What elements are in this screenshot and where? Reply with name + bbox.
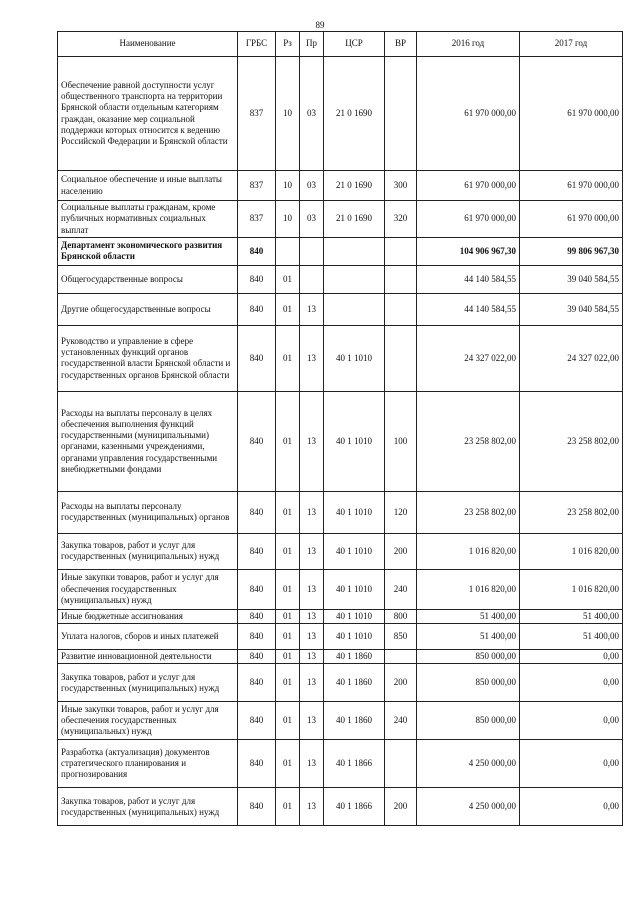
row-pr: 03	[300, 171, 324, 201]
row-amount-2017: 51 400,00	[520, 609, 623, 623]
row-amount-2016: 23 258 802,00	[417, 491, 520, 533]
col-header-csr: ЦСР	[324, 32, 385, 57]
row-name: Иные бюджетные ассигнования	[58, 609, 238, 623]
row-amount-2016: 24 327 022,00	[417, 325, 520, 391]
row-name: Общегосударственные вопросы	[58, 265, 238, 293]
row-name: Закупка товаров, работ и услуг для государственных (муниципальных) нужд	[58, 533, 238, 569]
row-rz: 01	[276, 325, 300, 391]
row-amount-2016: 850 000,00	[417, 664, 520, 702]
row-pr: 13	[300, 788, 324, 826]
row-grbs: 840	[238, 609, 276, 623]
row-rz: 10	[276, 201, 300, 238]
row-name: Социальное обеспечение и иные выплаты населению	[58, 171, 238, 201]
row-amount-2017: 61 970 000,00	[520, 57, 623, 171]
row-name: Закупка товаров, работ и услуг для государственных (муниципальных) нужд	[58, 664, 238, 702]
row-amount-2017: 39 040 584,55	[520, 265, 623, 293]
row-rz	[276, 237, 300, 265]
row-grbs: 840	[238, 624, 276, 650]
row-amount-2017: 39 040 584,55	[520, 293, 623, 325]
row-vr	[385, 325, 417, 391]
row-rz: 01	[276, 702, 300, 740]
table-row	[58, 265, 623, 293]
row-name: Департамент экономического развития Брянской области	[58, 237, 238, 265]
row-csr: 40 1 1010	[324, 325, 385, 391]
row-pr: 13	[300, 650, 324, 664]
budget-table	[57, 31, 623, 826]
page-number: 89	[315, 20, 325, 30]
row-amount-2016: 1 016 820,00	[417, 533, 520, 569]
row-amount-2017: 0,00	[520, 664, 623, 702]
row-amount-2017: 24 327 022,00	[520, 325, 623, 391]
row-vr: 200	[385, 533, 417, 569]
row-amount-2016: 61 970 000,00	[417, 201, 520, 238]
row-csr: 40 1 1866	[324, 740, 385, 788]
row-csr: 40 1 1010	[324, 624, 385, 650]
row-vr: 200	[385, 664, 417, 702]
row-amount-2016: 1 016 820,00	[417, 569, 520, 609]
col-header-rz: Рз	[276, 32, 300, 57]
row-amount-2017: 0,00	[520, 702, 623, 740]
row-pr: 03	[300, 201, 324, 238]
row-csr: 40 1 1010	[324, 391, 385, 491]
row-name: Социальные выплаты гражданам, кроме публичных нормативных социальных выплат	[58, 201, 238, 238]
row-rz: 01	[276, 569, 300, 609]
table-row	[58, 609, 623, 623]
row-grbs: 837	[238, 57, 276, 171]
row-grbs: 840	[238, 265, 276, 293]
row-name: Расходы на выплаты персоналу государственных (муниципальных) органов	[58, 491, 238, 533]
row-grbs: 840	[238, 533, 276, 569]
row-csr: 40 1 1860	[324, 650, 385, 664]
row-csr	[324, 293, 385, 325]
row-vr: 240	[385, 702, 417, 740]
row-csr: 40 1 1860	[324, 702, 385, 740]
table-row	[58, 171, 623, 201]
row-grbs: 840	[238, 237, 276, 265]
row-vr: 100	[385, 391, 417, 491]
col-header-vr: ВР	[385, 32, 417, 57]
row-amount-2017: 99 806 967,30	[520, 237, 623, 265]
row-name: Разработка (актуализация) документов стратегического планирования и прогнозирования	[58, 740, 238, 788]
row-csr: 40 1 1860	[324, 664, 385, 702]
table-header-row	[58, 32, 623, 57]
row-amount-2017: 0,00	[520, 788, 623, 826]
row-csr: 40 1 1010	[324, 533, 385, 569]
row-amount-2016: 4 250 000,00	[417, 788, 520, 826]
row-amount-2016: 104 906 967,30	[417, 237, 520, 265]
row-grbs: 840	[238, 650, 276, 664]
row-name: Уплата налогов, сборов и иных платежей	[58, 624, 238, 650]
row-csr: 21 0 1690	[324, 57, 385, 171]
table-row	[58, 569, 623, 609]
row-vr	[385, 293, 417, 325]
row-amount-2016: 61 970 000,00	[417, 57, 520, 171]
row-vr: 120	[385, 491, 417, 533]
row-csr	[324, 237, 385, 265]
table-row	[58, 325, 623, 391]
row-pr: 13	[300, 325, 324, 391]
row-csr: 40 1 1010	[324, 609, 385, 623]
row-pr	[300, 265, 324, 293]
table-row	[58, 491, 623, 533]
row-csr: 40 1 1010	[324, 491, 385, 533]
row-rz: 01	[276, 624, 300, 650]
row-amount-2017: 0,00	[520, 650, 623, 664]
row-csr	[324, 265, 385, 293]
row-vr: 200	[385, 788, 417, 826]
row-amount-2017: 1 016 820,00	[520, 533, 623, 569]
row-vr	[385, 237, 417, 265]
row-csr: 40 1 1010	[324, 569, 385, 609]
row-rz: 10	[276, 171, 300, 201]
row-pr	[300, 237, 324, 265]
row-vr	[385, 740, 417, 788]
row-rz: 01	[276, 391, 300, 491]
row-amount-2016: 23 258 802,00	[417, 391, 520, 491]
table-row	[58, 788, 623, 826]
table-row	[58, 624, 623, 650]
row-pr: 13	[300, 609, 324, 623]
row-rz: 01	[276, 265, 300, 293]
row-amount-2016: 4 250 000,00	[417, 740, 520, 788]
row-pr: 13	[300, 624, 324, 650]
row-grbs: 840	[238, 788, 276, 826]
row-rz: 01	[276, 491, 300, 533]
col-header-2017: 2017 год	[520, 32, 623, 57]
row-name: Развитие инновационной деятельности	[58, 650, 238, 664]
table-row	[58, 533, 623, 569]
table-row	[58, 201, 623, 238]
row-name: Другие общегосударственные вопросы	[58, 293, 238, 325]
row-amount-2017: 23 258 802,00	[520, 491, 623, 533]
row-vr: 300	[385, 171, 417, 201]
row-csr: 21 0 1690	[324, 201, 385, 238]
row-pr: 13	[300, 664, 324, 702]
row-grbs: 840	[238, 391, 276, 491]
row-amount-2016: 44 140 584,55	[417, 265, 520, 293]
row-amount-2017: 61 970 000,00	[520, 201, 623, 238]
row-name: Расходы на выплаты персоналу в целях обеспечения выполнения функций государственными (муниципальными) органами, казенными учреждениями, органами управления государственными внебюджетными фондами	[58, 391, 238, 491]
row-rz: 01	[276, 609, 300, 623]
row-rz: 01	[276, 293, 300, 325]
row-amount-2016: 44 140 584,55	[417, 293, 520, 325]
row-amount-2016: 51 400,00	[417, 609, 520, 623]
row-amount-2016: 61 970 000,00	[417, 171, 520, 201]
row-vr: 240	[385, 569, 417, 609]
row-pr: 13	[300, 702, 324, 740]
row-grbs: 837	[238, 171, 276, 201]
col-header-pr: Пр	[300, 32, 324, 57]
col-header-grbs: ГРБС	[238, 32, 276, 57]
row-vr	[385, 265, 417, 293]
row-name: Обеспечение равной доступности услуг общественного транспорта на территории Брянской области отдельным категориям граждан, оказание мер социальной поддержки которых относится к ведению Российской Федерации и Брянской области	[58, 57, 238, 171]
row-name: Закупка товаров, работ и услуг для государственных (муниципальных) нужд	[58, 788, 238, 826]
row-grbs: 840	[238, 491, 276, 533]
row-vr: 850	[385, 624, 417, 650]
row-rz: 01	[276, 740, 300, 788]
row-pr: 03	[300, 57, 324, 171]
table-row	[58, 391, 623, 491]
row-pr: 13	[300, 391, 324, 491]
row-amount-2017: 61 970 000,00	[520, 171, 623, 201]
row-name: Иные закупки товаров, работ и услуг для обеспечения государственных (муниципальных) нужд	[58, 569, 238, 609]
table-row	[58, 664, 623, 702]
row-vr: 800	[385, 609, 417, 623]
col-header-2016: 2016 год	[417, 32, 520, 57]
row-grbs: 840	[238, 664, 276, 702]
row-pr: 13	[300, 740, 324, 788]
table-row	[58, 702, 623, 740]
row-amount-2016: 850 000,00	[417, 650, 520, 664]
row-csr: 21 0 1690	[324, 171, 385, 201]
row-pr: 13	[300, 491, 324, 533]
row-amount-2016: 850 000,00	[417, 702, 520, 740]
row-csr: 40 1 1866	[324, 788, 385, 826]
table-row	[58, 237, 623, 265]
row-name: Руководство и управление в сфере установленных функций органов государственной власти Брянской области и государственных органов Брянской области	[58, 325, 238, 391]
table-row	[58, 650, 623, 664]
row-vr: 320	[385, 201, 417, 238]
table-row	[58, 57, 623, 171]
row-grbs: 840	[238, 325, 276, 391]
row-rz: 10	[276, 57, 300, 171]
row-amount-2016: 51 400,00	[417, 624, 520, 650]
row-rz: 01	[276, 788, 300, 826]
row-grbs: 840	[238, 293, 276, 325]
row-rz: 01	[276, 650, 300, 664]
row-rz: 01	[276, 664, 300, 702]
row-grbs: 837	[238, 201, 276, 238]
col-header-name: Наименование	[58, 32, 238, 57]
row-pr: 13	[300, 533, 324, 569]
row-amount-2017: 1 016 820,00	[520, 569, 623, 609]
table-row	[58, 740, 623, 788]
row-grbs: 840	[238, 569, 276, 609]
table-row	[58, 293, 623, 325]
row-grbs: 840	[238, 740, 276, 788]
row-pr: 13	[300, 569, 324, 609]
row-rz: 01	[276, 533, 300, 569]
row-amount-2017: 23 258 802,00	[520, 391, 623, 491]
row-vr	[385, 57, 417, 171]
row-amount-2017: 0,00	[520, 740, 623, 788]
row-pr: 13	[300, 293, 324, 325]
row-grbs: 840	[238, 702, 276, 740]
row-amount-2017: 51 400,00	[520, 624, 623, 650]
row-name: Иные закупки товаров, работ и услуг для обеспечения государственных (муниципальных) нужд	[58, 702, 238, 740]
row-vr	[385, 650, 417, 664]
